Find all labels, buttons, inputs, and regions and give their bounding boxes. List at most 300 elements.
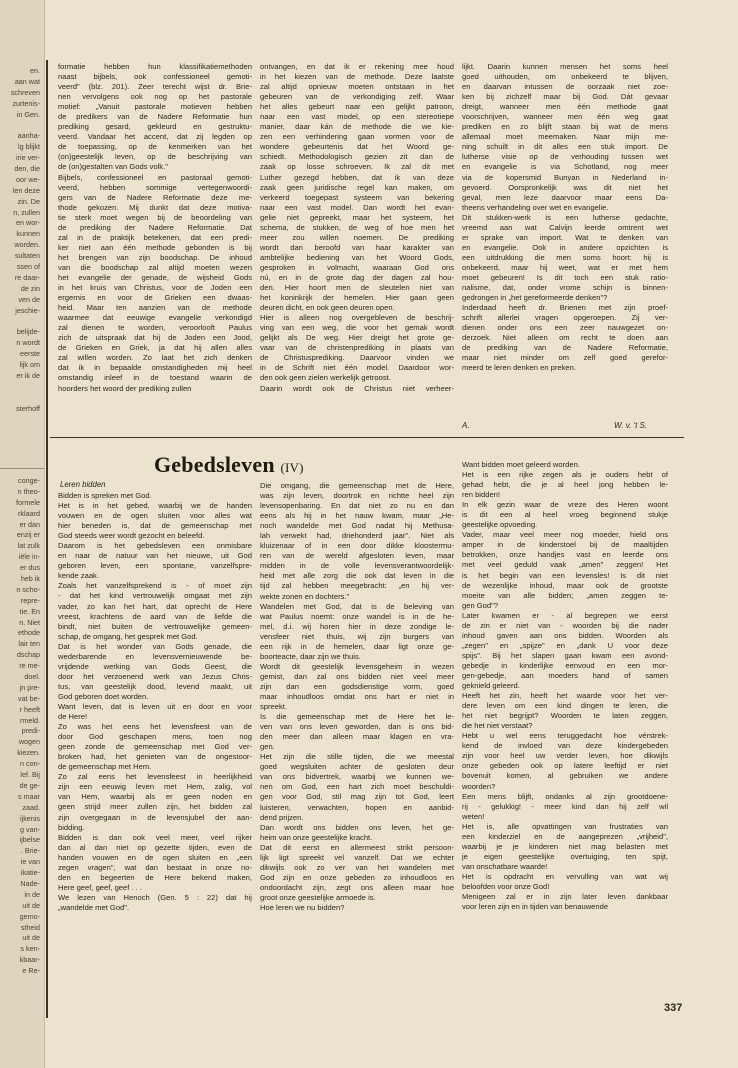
sliver-line: de ge-	[19, 780, 40, 790]
text-line: zal willen worden. Zo laat het zich denken	[58, 353, 252, 363]
text-line: naar een vast model. Dan wordt het evan-	[260, 202, 454, 212]
sliver-line: lat zulk	[17, 541, 40, 551]
sliver-line: g van-	[20, 824, 40, 834]
text-line: van die boodschap zal altijd moeten wezen	[58, 262, 252, 272]
sliver-text-bottom	[0, 476, 40, 977]
text-line: ondoordacht zijn, zegt ons alleen maar hoe	[260, 882, 454, 892]
text-line: veerd" (blz. 201). Zeer terecht wijst dr. Brie-	[58, 82, 252, 92]
text-line: naar een vast model, op een stereotiepe	[260, 112, 454, 122]
text-line: den ook geen zielen werkelijk getroost.	[260, 373, 391, 383]
text-line: de prediking der Nadere Reformatie. Dat	[58, 222, 252, 232]
text-line: zal altijd opnieuw moeten ontstaan in het	[260, 82, 454, 92]
text-line: ning schuilt in dit alles een stuk import. De	[462, 142, 668, 152]
text-line: lah verwekt had, driehonderd jaar". Niet als	[260, 531, 454, 541]
sliver-line: oor we-	[16, 174, 40, 184]
text-line: moeite van alle bidden; „amen zeggen te-	[462, 590, 668, 600]
text-line: dikwijls ook zo ver van het wandelen met	[260, 862, 454, 872]
sliver-line: r heeft	[19, 704, 40, 714]
text-line: het brengen van zijn boodschap. De inhoud	[58, 252, 252, 262]
article-column-2	[260, 481, 454, 913]
text-line: in het kiezen van de methode. Deze laatste	[260, 72, 454, 82]
text-line: een kinderziel en de aangeprezen „vrijheid",	[462, 831, 668, 841]
top-column-1	[58, 62, 252, 394]
text-line: Die omgang, die gemeenschap met de Here,	[260, 481, 454, 490]
text-line: Hier is alleen nog overgebleven de beschrij-	[260, 313, 454, 323]
text-line: en evangelie is via Schotland, nog meer	[462, 162, 668, 172]
text-line: boorteacte, daar zijn we thuis.	[260, 651, 361, 661]
text-line: Dan wordt ons bidden ons leven, het ge-	[260, 822, 454, 832]
text-line: gen-gebedje, aan moeders hand of samen	[462, 670, 668, 680]
text-line: veerd, hebben sommige vertegenwoordi-	[58, 182, 252, 192]
text-line: beloofden voor onze God!	[462, 881, 550, 891]
sliver-line: ie van	[20, 857, 40, 867]
text-line: den meer dan alleen maar klagen en vra-	[260, 732, 454, 742]
sliver-line: wogen	[18, 737, 40, 747]
text-line: van onschatbare waarde!	[462, 861, 548, 871]
text-line: het koninkrijk der hemelen. Hier gaan geen	[260, 293, 454, 303]
text-line: meerd te leren denken en preken.	[462, 363, 576, 373]
text-line: vreemd aan wat Calvijn leerde omtrent wet	[462, 222, 668, 232]
article-title	[154, 452, 304, 478]
sliver-line: enzij er	[16, 530, 40, 540]
sliver-divider	[0, 468, 44, 469]
text-line: gelijkt als De weg. Hier dreigt het grote ge-	[260, 333, 454, 343]
text-line: de gemeenschap met Hem.	[58, 762, 152, 772]
text-line: dat ik in bepaalde omstandigheden mij heel	[58, 363, 252, 373]
text-line: ergernis en voor de Grieken een dwaas-	[58, 293, 252, 303]
text-line: Is die gemeenschap met de Here het le-	[260, 712, 454, 722]
text-line: Menigeen zal er in zijn later leven dankbaar	[462, 892, 668, 902]
sliver-line: dschap	[16, 650, 40, 660]
sliver-line: worden.	[14, 240, 40, 250]
text-line: Want bidden moet geleerd worden.	[462, 460, 580, 469]
text-line: goed uithouden, om onbekeerd te blijven,	[462, 72, 668, 82]
top-column-2	[260, 62, 454, 394]
left-frame-line	[46, 60, 48, 1018]
sliver-line: tie. En	[19, 606, 40, 616]
sliver-line: doel.	[24, 672, 40, 682]
text-line: nen om God, een hart zich moet beschuldi-	[260, 782, 454, 792]
text-line: voor leren zijn en in tijden van benauwende	[462, 902, 609, 912]
sliver-line	[0, 382, 40, 393]
text-line: - dat het kind vertrouwelijk omgaat met zijn	[58, 591, 252, 601]
sliver-line: stheid	[20, 922, 40, 932]
sliver-line	[0, 393, 40, 404]
text-line: lijkt. Daarin kunnen mensen het soms heel	[462, 62, 668, 71]
text-line: ambtelijke bediening van het Woord Gods,	[260, 252, 454, 262]
text-line: betrokken, onze handjes vast en leerde ons	[462, 550, 668, 560]
sliver-line: n wordt	[16, 338, 40, 348]
text-line: Dit stukken-werk is een lutherse gedachte,	[462, 212, 668, 222]
text-line: formatie hebben hun klassifikatiemethoden	[58, 62, 252, 71]
text-line: het niet begrijpt? Woorden te laten zeggen,	[462, 711, 668, 721]
text-line: heid met alle zorg die ook dat leven in die	[260, 571, 454, 581]
sliver-line: conge-	[18, 476, 40, 485]
text-line: de predikers van de Nadere Reformatie hun	[58, 112, 252, 122]
text-line: geen strijd meer zullen zijn, het bidden zal	[58, 802, 252, 812]
text-line: voorschrijven, wanneer men één weg gaat	[462, 112, 668, 122]
text-line: in het kruis van Christus, voor de Joden een	[58, 283, 252, 293]
sliver-line: in de	[24, 889, 40, 899]
text-line: ren bidden!	[462, 490, 500, 500]
text-line: Luther gezegd hebben, dat ik van deze	[260, 172, 454, 182]
sliver-line: sterhoff	[16, 403, 40, 413]
text-line: tijd zal hebben meegebracht: „en hij ver-	[260, 581, 454, 591]
sliver-line: kbaar-	[19, 955, 40, 965]
text-line: „wandelde met God".	[58, 902, 130, 912]
sliver-line: sultaten	[14, 251, 40, 261]
text-line: spijs". Bij het slapen gaan kwam een avond-	[462, 650, 668, 660]
text-line: dan al dan niet op gezette tijden, even de	[58, 842, 252, 852]
sliver-line: kiezen.	[17, 748, 40, 758]
sliver-line: n theo-	[17, 486, 40, 496]
text-line: wat Paulus noemt: onze wandel is in de he-	[260, 611, 454, 621]
text-line: Het is, alle opvattingen van frustraties van	[462, 821, 668, 831]
sliver-line: re daar-	[14, 272, 40, 282]
sliver-line: zaad.	[22, 802, 40, 812]
text-line: het alles gebeurt naar een gelijkt patroon,	[260, 102, 454, 112]
text-line: er sprake van import. Wat te denken van	[462, 232, 668, 242]
text-line: Wandelen met God, dat is de beleving van	[260, 601, 454, 611]
text-line: ving van een weg, die voor het gemak wordt	[260, 323, 454, 333]
sliver-line: lg blijkt	[18, 142, 40, 152]
text-line: geboren leven, een spontane, vanzelfspre-	[58, 561, 252, 571]
text-line: zijn dan een godsdienstige vorm, goed	[260, 681, 454, 691]
sliver-line: ijkenis	[20, 813, 40, 823]
text-line: tus, van geestelijk dood, levend maakt, uit	[58, 681, 252, 691]
text-line: wondere gebeurtenis dat het Woord ge-	[260, 142, 454, 152]
sliver-line: en.	[30, 66, 40, 75]
text-line: de toepassing, op de kenmerken van het	[58, 142, 252, 152]
text-line: schrift allerlei vragen opgeroepen. Zij ver-	[462, 313, 668, 323]
sliver-line: zurtenis-	[12, 98, 40, 108]
sliver-line: n, zullen	[13, 207, 40, 217]
text-line: thode gekozen. Mij dunkt dat deze motiva-	[58, 202, 252, 212]
text-line: vrijdende werking van Gods Geest, die	[58, 661, 252, 671]
text-line: bovenuit komen, al gebruiken we andere	[462, 771, 668, 781]
text-line: God steeds weer wordt gezocht en beleefd.	[58, 531, 205, 541]
sliver-line: rklaard	[18, 508, 40, 518]
text-line: Wordt dit geestelijk levensgeheim in wezen	[260, 661, 454, 671]
sliver-line: ven de	[18, 294, 40, 304]
text-line: motief: „Vanuit pastorale motieven hebben	[58, 102, 252, 112]
text-line: In elk gezin waar de vreze des Heren woont	[462, 500, 668, 510]
sliver-line: en wor-	[16, 218, 40, 228]
text-line: lijk ligt spreekt vel vanzelf. Dat we echter	[260, 852, 454, 862]
text-line: hier beneden is, dat de gemeenschap met	[58, 521, 252, 531]
text-line: dreigt, wanneer men één methode gaat	[462, 102, 668, 112]
sliver-line: schreven	[10, 87, 40, 97]
article-title-number: (IV)	[280, 460, 304, 475]
text-line: broken had, het genieten van de ongestoor-	[58, 752, 252, 762]
text-line: in de Schrift niet één model. Daardoor wor-	[260, 363, 454, 373]
text-line: luisteren, verwachten, hopen en aanbid-	[260, 802, 454, 812]
sliver-line: n con-	[20, 759, 40, 769]
text-line: onze gebeden ook op latere leeftijd er niet	[462, 761, 668, 771]
text-line: schap, de omgang, het gesprek met God.	[58, 631, 198, 641]
article-title-text: Gebedsleven	[154, 452, 275, 477]
text-line: den en begeerten de Here bekend maken,	[58, 872, 252, 882]
text-line: vader, zo kan het hart, dat oprecht de Here	[58, 601, 252, 611]
text-line: prediken en zo blijft staan bij wat de mens	[462, 122, 668, 132]
sliver-line: ijbelse	[19, 835, 40, 845]
text-line: zich de uitspraak dat hij de Joden een Jood,	[58, 333, 252, 343]
sliver-line: repre-	[20, 595, 40, 605]
text-line: kluizenaar of in een door dikke kloostermu-	[260, 541, 454, 551]
text-line: gemist, dan zal ons bidden niet veel meer	[260, 671, 454, 681]
text-line: en evangelie. Ook in andere opzichten is	[462, 242, 668, 252]
text-line: gevoerd. Oorspronkelijk was dit niet het	[462, 182, 668, 192]
text-line: weten!	[462, 811, 485, 821]
text-line: Bidden is dan ook veel meer, veel rijker	[58, 832, 252, 842]
text-line: God geboren doet worden.	[58, 691, 149, 701]
text-line: de prediking van de Nadere Reformatie,	[462, 343, 668, 353]
text-line: Vader, maar veel meer nog moeder, hield ons	[462, 530, 668, 540]
text-line: een uitdrukking die men soms hoort: hij is	[462, 252, 668, 262]
text-line: zaak op losse schroeven. Ik zal dit met	[260, 162, 454, 172]
text-line: inhoud gaven aan ons bidden. Woorden als	[462, 630, 668, 640]
text-line: moet gebeuren! Is dit toch een stuk ratio-	[462, 272, 668, 282]
text-line: zegen vragen", wat dan bestaat in onze no-	[58, 862, 252, 872]
text-line: noch wandelde met God nadat hij Methusa-	[260, 521, 454, 531]
sliver-line	[0, 316, 40, 327]
text-line: God zijn en onze gebeden zo inhoudloos en	[260, 872, 454, 882]
text-line: de Here!	[58, 712, 88, 722]
text-line: gen voor God, stil mag zijn tot God, leert	[260, 792, 454, 802]
text-line: waarmee dat eeuwige evangelie verkondigd	[58, 313, 252, 323]
text-line: zal dienen te worden, veroorlooft Paulus	[58, 323, 252, 333]
text-line: geknield geleerd.	[462, 681, 520, 691]
text-line: zen een verhindering gaan vormen voor de	[260, 132, 454, 142]
text-line: ontvangen, en dat ik er rekening mee houd	[260, 62, 454, 71]
text-line: Inderdaad heeft dr. Brienen met zijn proef-	[462, 303, 668, 313]
text-line: gen God"?	[462, 600, 499, 610]
text-line: dere leven om een kind dingen te leren, die	[462, 701, 668, 711]
text-line: schiedt. Methodologisch gezien zit dan de	[260, 152, 454, 162]
sliver-line: e Re-	[22, 966, 40, 976]
text-line: gehad hebt, die je al heel jong hebben le-	[462, 480, 668, 490]
text-line: Hoe leren we nu bidden?	[260, 902, 345, 912]
text-line: midden in de volle levensverantwoordelijk-	[260, 561, 454, 571]
text-line: heim van onze geestelijke kracht.	[260, 832, 373, 842]
text-line: prediking gesard, gekleurd en gestruktu-	[58, 122, 252, 132]
sliver-line: er ik de	[16, 370, 40, 380]
text-line: handen vouwen en de ogen sluiten en „een	[58, 852, 252, 862]
sliver-line: formele	[16, 497, 40, 507]
text-line: Zo zal eens het levensfeest in heerlijkheid	[58, 772, 252, 782]
text-line: zaak geen juridische regel kan maken, om	[260, 182, 454, 192]
sliver-line: er dus	[20, 563, 40, 573]
text-line: ken bij zichzelf maar bij God. Dát gevaar	[462, 92, 668, 102]
text-line: via de kopersmid Bunyan in Nederland in-	[462, 172, 668, 182]
sliver-line: s ken-	[20, 944, 40, 954]
text-line: die het niet verstaat?	[462, 721, 533, 731]
text-line: de wezenlijke inhoud, maar ook de grootste	[462, 580, 668, 590]
text-line: geval, men leze daarvoor maar eens Da-	[462, 192, 668, 202]
sliver-line: s maar	[18, 791, 40, 801]
text-line: mel, d.i. wij horen hier in deze zondige le-	[260, 621, 454, 631]
text-line: Daarom is het gebedsleven een onmisbare	[58, 541, 252, 551]
text-line: meer zou willen noemen. De prediking	[260, 232, 454, 242]
text-line: Daarin wordt ook de Christus niet verheer-	[260, 383, 454, 393]
sliver-line: ethode	[18, 628, 40, 638]
text-line: dienen onder ons een zeer nauwgezet on-	[462, 323, 668, 333]
text-line: Hebt u wel eens teruggedacht hoe vérstrek-	[462, 731, 668, 741]
text-line: Een mens blijft, ondanks al zijn grootdoene-	[462, 791, 668, 801]
text-line: is het begin van een levensles! Is dit niet	[462, 570, 668, 580]
text-line: de Christusprediking. Daarvoor vinden we	[260, 353, 454, 363]
text-line: wederbarende en levensvernieuwende be-	[58, 651, 252, 661]
sliver-line: iële in-	[18, 552, 40, 562]
sliver-line: jn pre-	[19, 682, 40, 692]
text-line: de (on)gestalten van Gods volk."	[58, 162, 168, 172]
text-line: lutherse visie op de verhouding tussen wet	[462, 152, 668, 162]
text-line: hoorders het woord der prediking zullen	[58, 383, 192, 393]
text-line: groot onze geestelijke armoede is.	[260, 892, 376, 902]
article-column-3	[462, 460, 668, 912]
sliver-line: ssen of	[16, 262, 40, 272]
sliver-line: heb ik	[20, 574, 40, 584]
article-column-1	[58, 491, 252, 913]
text-line: theens verhandeling over wet en evangelie.	[462, 202, 609, 212]
text-line: een rijk in de hemelen, daar ligt onze ge-	[260, 641, 454, 651]
text-line: de zin er niet van - woorden bij die nader	[462, 620, 668, 630]
sliver-line: jeschie-	[15, 305, 40, 315]
text-line: gen.	[260, 742, 275, 752]
text-line: nú, en in de grote dag der dagen zal hou-	[260, 272, 454, 282]
text-line: allemaal moet meemaken. Naar mijn me-	[462, 132, 668, 142]
text-line: Heeft het zin, heeft het waarde voor het ver-	[462, 691, 668, 701]
sliver-line: Nade-	[20, 878, 40, 888]
text-line: gebeuren van de verkondiging zelf. Waar	[260, 92, 454, 102]
text-line: Zo was het eens het levensfeest van de	[58, 722, 252, 732]
text-line: Het zijn die stille tijden, die we meestal	[260, 752, 454, 762]
sliver-line: . Brie-	[20, 846, 40, 856]
text-line: Later kwamen er - al begrepen we eerst	[462, 610, 668, 620]
text-line: „zegen" en „spijze" en „dank U voor deze	[462, 640, 668, 650]
sliver-line: vat be-	[18, 693, 40, 703]
sliver-line: len deze	[12, 185, 40, 195]
sliver-line: uit de	[22, 933, 40, 943]
text-line: Dat dit eerst en allermeest strikt persoon-	[260, 842, 454, 852]
text-line: maar inhoudloos omdat ons hart er niet in	[260, 691, 454, 701]
text-line: nalisme, dat, onder vrome schijn is binnen-	[462, 283, 668, 293]
text-line: onbekeerd, maar hij weet, wat er met hem	[462, 262, 668, 272]
sliver-line: lair ten	[18, 639, 40, 649]
sliver-text-top	[0, 66, 40, 415]
sliver-line: irie ver-	[16, 153, 40, 163]
text-line: geestelijke opvoeding.	[462, 520, 538, 530]
text-line: (on)geestelijk leven, op de beschrijving van	[58, 152, 252, 162]
sliver-line: n scho-	[16, 584, 40, 594]
text-line: vaar van de christenprediking in plaats van	[260, 343, 454, 353]
text-line: ker niet aan één methode gebonden is bij	[58, 242, 252, 252]
text-line: is dit een al heel vroeg beginnend stukje	[462, 510, 668, 520]
text-line: van ons bidvertrek, waarbij we kunnen we-	[260, 772, 454, 782]
text-line: levensopenbaring. En dat niet zo nu en dan	[260, 501, 454, 511]
signature-right: W. v. 't S.	[614, 421, 648, 430]
text-line: omstandig inleef in de toestand waarin de	[58, 373, 252, 383]
sliver-line: den, die	[14, 164, 40, 174]
text-line: kende zaak.	[58, 571, 99, 581]
text-line: woorden?	[462, 781, 496, 791]
text-line: was zijn leven, doortrok en richtte heel zijn	[260, 491, 454, 501]
text-line: zijn overgegaan in de levensjubel der aan-	[58, 812, 252, 822]
sliver-line: lijk om	[19, 360, 40, 370]
text-line: tie sterk moet wegen bij de beoordeling van	[58, 212, 252, 222]
text-line: goed wegsluiten achter de gesloten deur	[260, 762, 454, 772]
text-line: amper in de kinderstoel bij de maaltijden	[462, 540, 668, 550]
text-line: en daarvan intussen de oorzaak niet zoe-	[462, 82, 668, 92]
text-line: manier, daar kán de methode die we kie-	[260, 122, 454, 132]
text-line: zal in de praktijk betekenen, dat een predi-	[58, 232, 252, 242]
text-line: naast bijbels, ook confessioneel gemoti-	[58, 72, 252, 82]
text-line: heid. Maar ten aanzien van de methode	[58, 303, 252, 313]
text-line: maar niet minder om zelf goed gerefor-	[462, 353, 668, 363]
text-line: bidding.	[58, 822, 85, 832]
text-line: eens als hij in het nauw kwam, maar „He-	[260, 511, 454, 521]
section-divider	[50, 437, 684, 438]
sliver-line: eerste	[20, 349, 40, 359]
sliver-line: kunnen	[16, 229, 40, 239]
sliver-line: n. Niet	[19, 617, 40, 627]
sliver-line: belijde-	[16, 327, 40, 337]
text-line: met veel geduld vaak „amen" zeggen! Het	[462, 560, 668, 570]
sliver-line: ikatie-	[20, 868, 40, 878]
text-line: schema, de stukken, de weg of hoe men het	[260, 222, 454, 232]
text-line: We lezen van Henoch (Gen. 5 : 22) dat hij	[58, 892, 252, 902]
sliver-line: er dan	[19, 519, 40, 529]
sliver-line: uit de	[22, 900, 40, 910]
previous-page-sliver	[0, 0, 45, 1068]
top-column-3	[462, 62, 668, 373]
signature-left: A.	[462, 421, 470, 430]
text-line: door God geschapen mens, toen nog	[58, 732, 252, 742]
text-line: vouwen en de ogen sluiten voor alles wat	[58, 511, 252, 521]
text-line: Want leven, dat is leven uit en door en voor	[58, 701, 252, 711]
text-line: gesproken in volmacht, waaraan God ons	[260, 262, 454, 272]
sliver-line: aanha-	[17, 131, 40, 141]
text-line: door het verzoenend werk van Jezus Chris-	[58, 671, 252, 681]
text-line: Bijbels, confessioneel en pastoraal gemoti-	[58, 172, 252, 182]
text-line: en naar de natuur van het nieuwe, uit God	[58, 551, 252, 561]
text-line: wekte zonen en dochters."	[260, 591, 350, 601]
sliver-line: in Gen.	[16, 109, 40, 119]
article-subheading: Leren bidden	[60, 480, 106, 489]
sliver-line: gemo-	[19, 911, 40, 921]
text-line: rij - gelukkig! - meer kind dan hij zelf wil	[462, 801, 668, 811]
text-line: vreest, krachtens de aard van de liefde die	[58, 611, 252, 621]
text-line: Het is een rijke zegen als je ouders hebt of	[462, 470, 668, 480]
text-line: gers van de Nadere Reformatie deze me-	[58, 192, 252, 202]
text-line: Bidden is spreken met God.	[58, 491, 152, 500]
text-line: Dat is het wonder van Gods genade, die	[58, 641, 252, 651]
text-line: waarbij je je kinderen niet mag belasten met	[462, 841, 668, 851]
text-line: gebedje in kinderlijke eenvoud en een mor-	[462, 660, 668, 670]
text-line: Zoals het vanzelfsprekend is - of moet zijn	[58, 581, 252, 591]
text-line: kend de invloed van deze kindergebeden	[462, 741, 668, 751]
text-line: Het is in het gebed, waarbij we de handen	[58, 501, 252, 511]
sliver-line: rmeld.	[20, 715, 40, 725]
text-line: Het is opdracht en vervulling van wat wij	[462, 871, 668, 881]
text-line: Here geef, geef, geef . . .	[58, 882, 143, 892]
text-line: wordt dan beroofd van haar karakter van	[260, 242, 454, 252]
sliver-line: aan wat	[14, 76, 40, 86]
text-line: het evangelie der genade, de wijsheid Gods	[58, 272, 252, 282]
text-line: derzoek. Niet alleen om recht te doen aan	[462, 333, 668, 343]
text-line: dend prijzen.	[260, 812, 304, 822]
text-line: ven van ons leven geworden, dan is ons bid-	[260, 722, 454, 732]
